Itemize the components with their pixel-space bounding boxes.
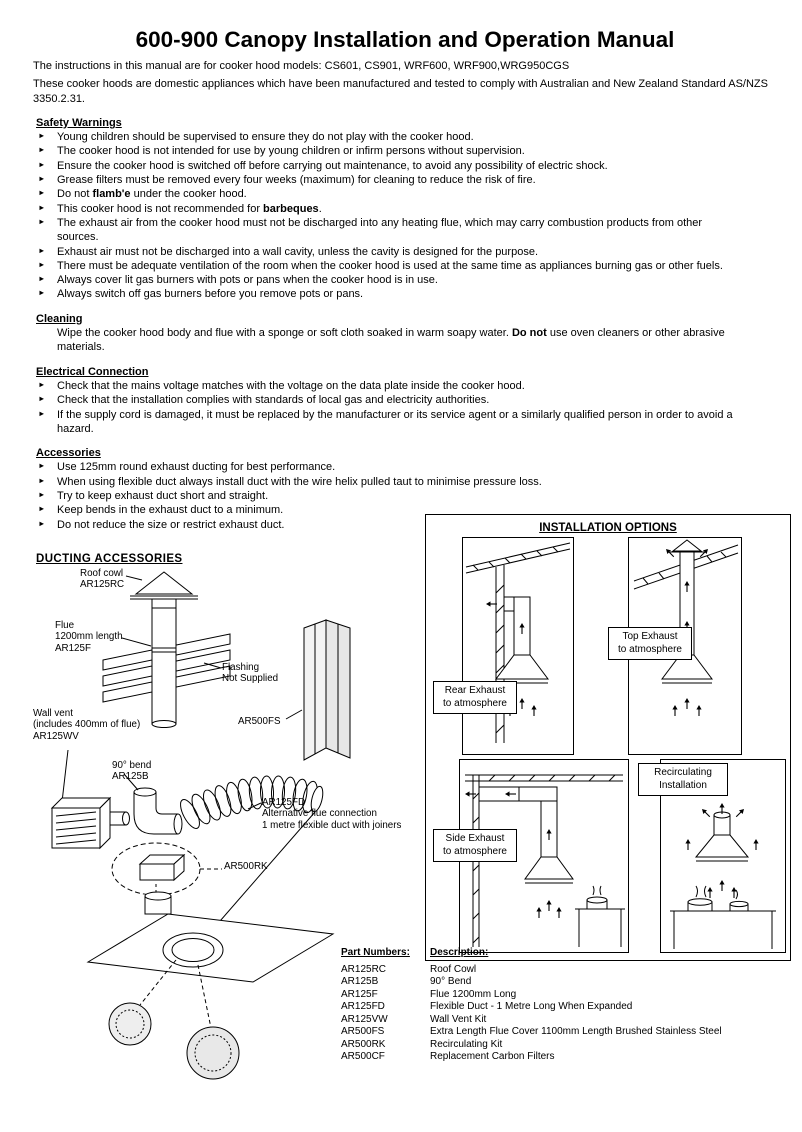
- flue-cover-illustration: [304, 620, 350, 760]
- parts-row: [341, 1014, 722, 1027]
- bullet-icon: ►: [38, 145, 46, 155]
- warning-item: [33, 144, 733, 158]
- warning-item: [33, 245, 733, 259]
- warning-text: There must be adequate ventilation of the room when the cooker hood is used at the same time as appliances burning gas or other fuels.: [57, 259, 723, 272]
- parts-header-row: [341, 947, 722, 960]
- parts-row: [341, 989, 722, 1002]
- label-text: Flashing: [222, 662, 260, 673]
- warning-item: [33, 273, 733, 287]
- label-text: 1200mm length: [55, 631, 123, 643]
- bullet-icon: ►: [38, 288, 46, 298]
- label-text: 90° bend: [112, 760, 152, 771]
- cleaning-text: use oven cleaners or other abrasive materials.: [57, 327, 725, 354]
- warning-text: Ensure the cooker hood is switched off before carrying out maintenance, to avoid any possibility of electric shock.: [57, 159, 608, 172]
- accessory-text: Do not reduce the size or restrict exhaust duct.: [57, 518, 285, 531]
- option-label-text: Rear Exhaust: [444, 685, 506, 696]
- bullet-icon: ►: [38, 518, 46, 528]
- option-label-text: Installation: [659, 779, 707, 791]
- warning-text-bold: barbeques: [263, 202, 319, 215]
- warning-item: [33, 159, 733, 173]
- label-wall-vent: [33, 708, 140, 742]
- section-cleaning: [33, 312, 777, 355]
- parts-row: [341, 1026, 722, 1039]
- warning-item: [33, 130, 733, 144]
- section-safety-warnings: [33, 116, 777, 302]
- bend-90-illustration: [134, 788, 182, 834]
- roof-cowl-illustration: [130, 572, 198, 608]
- label-90-bend: [112, 760, 151, 783]
- label-text: Flue: [55, 620, 75, 631]
- warning-item: [33, 216, 733, 245]
- bullet-icon: ►: [38, 408, 46, 418]
- part-description: Extra Length Flue Cover 1100mm Length Brushed Stainless Steel: [430, 1026, 722, 1037]
- warning-text: Do not: [57, 188, 93, 201]
- part-description: 90° Bend: [430, 976, 472, 987]
- part-description: Wall Vent Kit: [430, 1013, 487, 1025]
- option-label-text: to atmosphere: [443, 845, 507, 857]
- electrical-text: Check that the mains voltage matches with the voltage on the data plate inside the cooker hood.: [57, 379, 525, 392]
- warning-text: This cooker hood is not recommended for: [57, 202, 264, 215]
- bullet-icon: ►: [38, 216, 46, 226]
- bullet-icon: ►: [38, 379, 46, 389]
- option-label-text: to atmosphere: [618, 643, 682, 655]
- option-label-recirculating: [638, 763, 728, 796]
- warning-text: Young children should be supervised to ensure they do not play with the cooker hood.: [57, 131, 474, 144]
- electrical-heading: Electrical Connection: [36, 365, 149, 378]
- parts-row: [341, 976, 722, 989]
- part-number: AR125VW: [341, 1013, 388, 1025]
- electrical-item: [33, 379, 733, 393]
- bullet-icon: ►: [38, 245, 46, 255]
- bullet-icon: ►: [38, 461, 46, 471]
- warning-text: Always cover lit gas burners with pots or pans when the cooker hood is in use.: [57, 274, 438, 287]
- cleaning-text-bold: Do not: [511, 327, 547, 340]
- safety-warnings-list: [33, 130, 733, 302]
- label-flue: [55, 620, 123, 654]
- option-label-text: to atmosphere: [443, 697, 507, 709]
- label-roof-cowl: [80, 568, 124, 591]
- parts-row: [341, 964, 722, 977]
- part-number: AR500CF: [341, 1051, 385, 1062]
- part-description: Flexible Duct - 1 Metre Long When Expanded: [430, 1001, 633, 1012]
- cleaning-paragraph: [33, 326, 733, 355]
- warning-item: [33, 173, 733, 187]
- warning-text: Grease filters must be removed every four weeks (maximum) for cleaning to reduce the risk of fire.: [57, 174, 536, 187]
- accessories-heading: Accessories: [36, 447, 101, 460]
- label-text: AR500FS: [238, 716, 281, 727]
- part-description: Roof Cowl: [430, 963, 477, 975]
- electrical-item: [33, 393, 733, 407]
- label-text: Roof cowl: [80, 568, 124, 579]
- accessory-text: Keep bends in the exhaust duct to a minimum.: [57, 504, 284, 517]
- warning-item: [33, 287, 733, 301]
- option-label-rear-exhaust: [433, 681, 517, 714]
- option-label-top-exhaust: [608, 627, 692, 660]
- warning-text: .: [318, 202, 322, 215]
- label-text: 1 metre flexible duct with joiners: [262, 819, 402, 831]
- rear-exhaust-illustration: [462, 537, 574, 755]
- warning-text: The exhaust air from the cooker hood must not be discharged into any heating flue, which may carry combustion products from other sources.: [57, 216, 703, 244]
- bullet-icon: ►: [38, 188, 46, 198]
- label-flexible-duct: [262, 797, 401, 831]
- bullet-icon: ►: [38, 475, 46, 485]
- installation-options-panel: [425, 514, 791, 961]
- label-text: AR500RK: [224, 861, 268, 872]
- cleaning-heading: Cleaning: [36, 312, 83, 325]
- electrical-text: If the supply cord is damaged, it must be replaced by the manufacturer or its service agent or a similarly qualified person in order to avoid a hazard.: [57, 408, 733, 435]
- cleaning-text: Wipe the cooker hood body and flue with a sponge or soft cloth soaked in warm soapy water.: [57, 327, 512, 340]
- label-text: (includes 400mm of flue): [33, 719, 141, 731]
- label-flue-cover: [238, 716, 280, 727]
- bullet-icon: ►: [38, 490, 46, 500]
- part-number: AR125F: [341, 988, 378, 1000]
- part-number: AR500FS: [341, 1026, 385, 1037]
- wall-vent-illustration: [52, 798, 130, 848]
- warning-item-flambe: [33, 187, 733, 201]
- option-label-text: Recirculating: [654, 767, 712, 778]
- label-text: AR125B: [112, 771, 149, 783]
- section-electrical: [33, 365, 777, 436]
- label-text: Alternative flue connection: [262, 808, 377, 820]
- warning-text: Exhaust air must not be discharged into a wall cavity, unless the cavity is designed for the purpose.: [57, 245, 538, 258]
- parts-header-description: Description:: [430, 947, 489, 958]
- accessory-text: Use 125mm round exhaust ducting for best performance.: [57, 461, 336, 474]
- electrical-item: [33, 408, 733, 437]
- accessory-item: [33, 475, 733, 489]
- part-description: Replacement Carbon Filters: [430, 1051, 555, 1062]
- label-text: AR125WV: [33, 730, 79, 742]
- ducting-accessories-heading: DUCTING ACCESSORIES: [36, 553, 183, 565]
- label-text: AR125FD: [262, 797, 306, 808]
- part-number: AR125FD: [341, 1001, 385, 1012]
- warning-item: [33, 259, 733, 273]
- warning-text-bold: flamb'e: [92, 188, 131, 201]
- part-description: Flue 1200mm Long: [430, 988, 517, 1000]
- accessory-item: [33, 460, 733, 474]
- canopy-hood-illustration: [88, 892, 333, 982]
- option-label-text: Top Exhaust: [622, 631, 678, 642]
- warning-text: The cooker hood is not intended for use by young children or infirm persons without supervision.: [57, 145, 525, 158]
- part-number: AR500RK: [341, 1038, 386, 1050]
- part-description: Recirculating Kit: [430, 1038, 503, 1050]
- bullet-icon: ►: [38, 259, 46, 269]
- bullet-icon: ►: [38, 504, 46, 514]
- option-label-text: Side Exhaust: [445, 833, 505, 844]
- label-flashing: [222, 662, 278, 685]
- accessory-item: [33, 489, 733, 503]
- part-number: AR125RC: [341, 963, 387, 975]
- intro-models: The instructions in this manual are for cooker hood models: CS601, CS901, WRF600, WRF900,WRG950CGS: [33, 60, 570, 72]
- flue-illustration: [152, 608, 176, 728]
- electrical-text: Check that the installation complies with standards of local gas and electricity authorities.: [57, 394, 490, 407]
- warning-text: Always switch off gas burners before you remove pots or pans.: [57, 288, 364, 301]
- bullet-icon: ►: [38, 274, 46, 284]
- parts-header-part-numbers: Part Numbers:: [341, 947, 410, 958]
- label-text: Wall vent: [33, 708, 73, 719]
- parts-row: [341, 1039, 722, 1052]
- parts-row: [341, 1051, 722, 1064]
- label-recirculating-kit: [224, 861, 268, 872]
- label-text: AR125F: [55, 642, 91, 654]
- option-label-side-exhaust: [433, 829, 517, 862]
- safety-warnings-heading: Safety Warnings: [36, 116, 122, 129]
- bullet-icon: ►: [38, 174, 46, 184]
- warning-item-barbeques: [33, 202, 733, 216]
- parts-row: [341, 1001, 722, 1014]
- label-text: AR125RC: [80, 579, 125, 591]
- bullet-icon: ►: [38, 202, 46, 212]
- label-text: Not Supplied: [222, 673, 279, 685]
- intro-standard: These cooker hoods are domestic appliances which have been manufactured and tested to comply with Australian and New Zealand Standard AS/NZS 3350.2.31.: [33, 78, 768, 105]
- bullet-icon: ►: [38, 131, 46, 141]
- recirculating-kit-illustration: [112, 843, 200, 895]
- electrical-list: [33, 379, 733, 436]
- bullet-icon: ►: [38, 159, 46, 169]
- parts-list: [341, 947, 722, 1064]
- manual-text-column: [33, 26, 777, 532]
- warning-text: under the cooker hood.: [130, 188, 247, 201]
- accessory-text: When using flexible duct always install duct with the wire helix pulled taut to minimise pressure loss.: [57, 475, 542, 488]
- part-number: AR125B: [341, 976, 379, 987]
- accessory-text: Try to keep exhaust duct short and straight.: [57, 490, 269, 503]
- installation-options-heading: INSTALLATION OPTIONS: [539, 522, 677, 534]
- bullet-icon: ►: [38, 394, 46, 404]
- page-title: 600-900 Canopy Installation and Operation Manual: [135, 27, 675, 52]
